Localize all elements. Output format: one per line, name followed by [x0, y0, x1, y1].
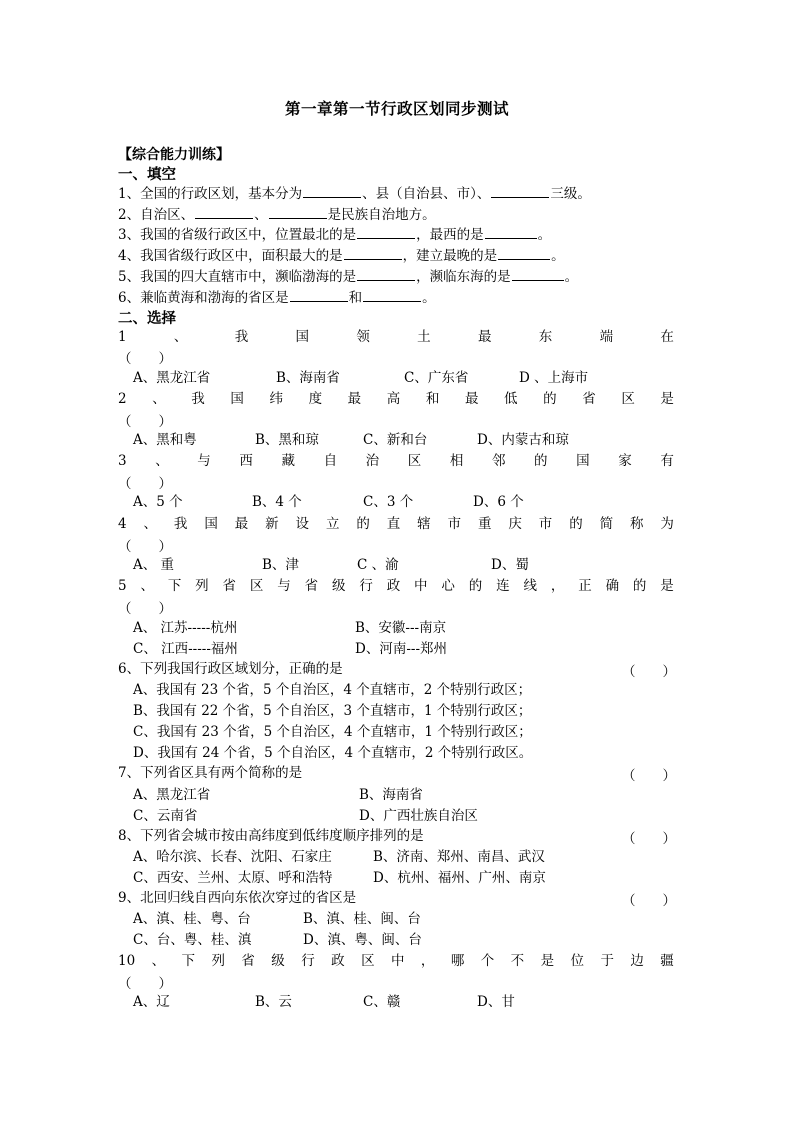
choice-question-1-stem: 1 、 我 国 领 土 最 东 端 在 [118, 329, 674, 345]
section-multiple-choice: 二、选择 [118, 310, 176, 327]
option-c[interactable]: C、3 个 [363, 494, 414, 510]
page-title: 第一章第一节行政区划同步测试 [284, 99, 509, 118]
answer-blank[interactable] [512, 266, 564, 281]
option-b[interactable]: B、津 [262, 557, 299, 573]
fill-question-3: 3、我国的省级行政区中，位置最北的是 ，最西的是 。 [118, 224, 674, 245]
choice-question-2-stem: 2 、 我 国 纬 度 最 高 和 最 低 的 省 区 是 [118, 391, 674, 407]
option-c[interactable]: C、广东省 [404, 370, 469, 386]
option-b[interactable]: B、滇、桂、闽、台 [303, 911, 421, 927]
answer-blank[interactable] [363, 287, 421, 302]
answer-blank[interactable] [344, 245, 402, 260]
option-b[interactable]: B、安徽---南京 [355, 620, 447, 636]
option-b[interactable]: B、我国有 22 个省，5 个自治区，3 个直辖市，1 个特别行政区； [133, 703, 532, 719]
option-d[interactable]: D、广西壮族自治区 [359, 808, 478, 824]
option-c[interactable]: C、新和台 [363, 432, 428, 448]
answer-blank[interactable] [290, 287, 348, 302]
fill-question-1: 1、全国的行政区划，基本分为 、县（自治县、市）、 三级。 [118, 183, 674, 204]
answer-parenthesis[interactable]: （ ） [118, 414, 172, 430]
option-d[interactable]: D、我国有 24 个省，5 个自治区，4 个直辖市，2 个特别行政区。 [133, 745, 533, 761]
option-a[interactable]: A、5 个 [133, 494, 183, 510]
answer-blank[interactable] [357, 224, 415, 239]
option-a[interactable]: A、黑和粤 [133, 432, 197, 448]
choice-question-6-stem: 6、下列我国行政区域划分，正确的是 [118, 661, 343, 677]
option-c[interactable]: C 、渝 [357, 557, 399, 573]
choice-question-3-stem: 3 、 与 西 藏 自 治 区 相 邻 的 国 家 有 [118, 453, 674, 469]
option-b[interactable]: B、4 个 [252, 494, 302, 510]
option-b[interactable]: B、海南省 [276, 370, 340, 386]
option-b[interactable]: B、济南、郑州、南昌、武汉 [373, 849, 545, 865]
option-a[interactable]: A、辽 [133, 994, 170, 1010]
answer-blank[interactable] [498, 245, 550, 260]
answer-blank[interactable] [491, 183, 549, 198]
option-a[interactable]: A、黑龙江省 [133, 370, 211, 386]
answer-blank[interactable] [485, 224, 537, 239]
fill-question-2: 2、自治区、 、 是民族自治地方。 [118, 204, 674, 225]
option-c[interactable]: C、西安、兰州、太原、呼和浩特 [133, 870, 333, 886]
option-d[interactable]: D、滇、粤、闽、台 [303, 932, 422, 948]
section-fill-blank: 一、填空 [118, 166, 176, 183]
option-d[interactable]: D、内蒙古和琼 [477, 432, 569, 448]
option-d[interactable]: D、河南---郑州 [355, 641, 448, 657]
answer-parenthesis[interactable]: （ ） [118, 351, 172, 367]
option-c[interactable]: C、台、粤、桂、滇 [133, 932, 252, 948]
choice-question-7-stem: 7、下列省区具有两个简称的是 [118, 765, 303, 781]
option-a[interactable]: A、 重 [133, 557, 175, 573]
answer-blank[interactable] [357, 266, 415, 281]
header-label: 【综合能力训练】 [118, 147, 230, 163]
choice-question-9-stem: 9、北回归线自西向东依次穿过的省区是 [118, 890, 357, 906]
option-c[interactable]: C、我国有 23 个省，5 个自治区，4 个直辖市，1 个特别行政区； [133, 724, 532, 740]
choice-question-5-stem: 5 、 下 列 省 区 与 省 级 行 政 中 心 的 连 线 ， 正 确 的 是 [118, 578, 674, 594]
option-d[interactable]: D、甘 [477, 994, 515, 1010]
choice-question-10-stem: 10 、 下 列 省 级 行 政 区 中 ， 哪 个 不 是 位 于 边 疆 [118, 953, 674, 969]
choice-question-4-stem: 4 、 我 国 最 新 设 立 的 直 辖 市 重 庆 市 的 简 称 为 [118, 516, 674, 532]
option-a[interactable]: A、哈尔滨、长春、沈阳、石家庄 [133, 849, 332, 865]
fill-question-4: 4、我国省级行政区中，面积最大的是 ，建立最晚的是 。 [118, 245, 674, 266]
fill-question-6: 6、兼临黄海和渤海的省区是 和 。 [118, 287, 674, 308]
answer-parenthesis[interactable]: （ ） [118, 601, 172, 617]
option-d[interactable]: D 、上海市 [519, 370, 589, 386]
option-c[interactable]: C、云南省 [133, 808, 198, 824]
option-d[interactable]: D、蜀 [491, 557, 529, 573]
option-a[interactable]: A、 江苏-----杭州 [133, 620, 238, 636]
option-b[interactable]: B、云 [255, 994, 292, 1010]
answer-parenthesis[interactable]: （ ） [118, 476, 172, 492]
choice-question-8-stem: 8、下列省会城市按由高纬度到低纬度顺序排列的是 [118, 828, 424, 844]
answer-parenthesis[interactable]: （ ） [118, 976, 172, 992]
answer-parenthesis[interactable]: （ ） [622, 664, 676, 680]
fill-question-5: 5、我国的四大直辖市中，濒临渤海的是 ，濒临东海的是 。 [118, 266, 674, 287]
answer-parenthesis[interactable]: （ ） [622, 893, 676, 909]
option-c[interactable]: C、 江西-----福州 [133, 641, 238, 657]
option-b[interactable]: B、黑和琼 [255, 432, 319, 448]
option-c[interactable]: C、赣 [363, 994, 401, 1010]
option-a[interactable]: A、滇、桂、粤、台 [133, 911, 251, 927]
answer-blank[interactable] [195, 204, 253, 219]
option-a[interactable]: A、黑龙江省 [133, 787, 211, 803]
answer-parenthesis[interactable]: （ ） [118, 539, 172, 555]
answer-parenthesis[interactable]: （ ） [622, 831, 676, 847]
answer-blank[interactable] [269, 204, 327, 219]
answer-parenthesis[interactable]: （ ） [622, 768, 676, 784]
option-d[interactable]: D、杭州、福州、广州、南京 [373, 870, 546, 886]
option-a[interactable]: A、我国有 23 个省，5 个自治区，4 个直辖市，2 个特别行政区； [133, 682, 532, 698]
option-d[interactable]: D、6 个 [473, 494, 524, 510]
answer-blank[interactable] [303, 183, 361, 198]
option-b[interactable]: B、海南省 [359, 787, 423, 803]
